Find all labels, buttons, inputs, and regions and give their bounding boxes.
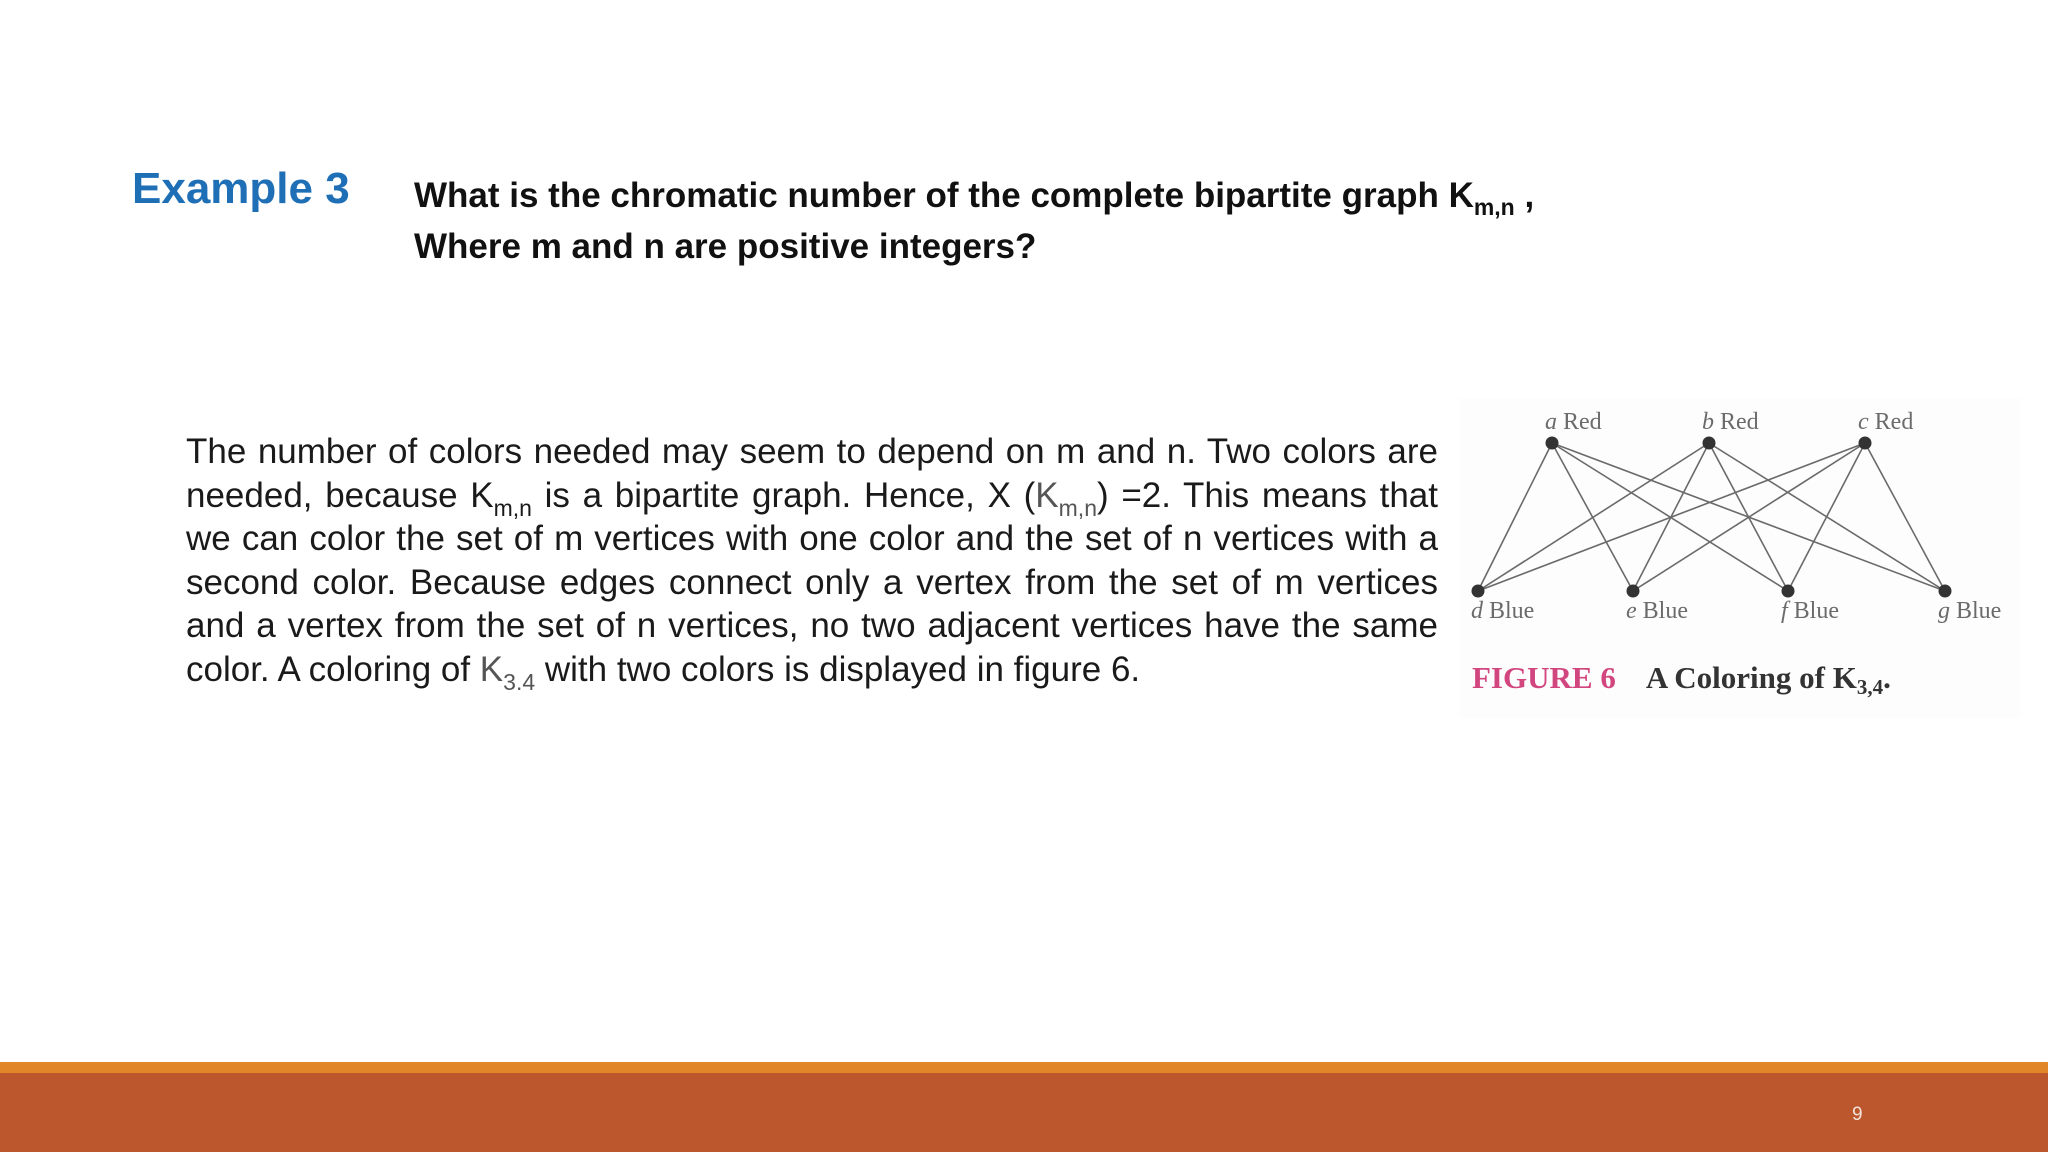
vertex-b	[1703, 437, 1716, 450]
footer-bar	[0, 1073, 2048, 1152]
vertex-label-b: b Red	[1702, 409, 1759, 435]
edge-c-d	[1478, 443, 1865, 591]
edge-c-g	[1865, 443, 1945, 591]
vertex-label-g: g Blue	[1938, 598, 2002, 624]
edge-c-e	[1633, 443, 1865, 591]
question-line-2: Where m and n are positive integers?	[414, 227, 1037, 266]
vertex-label-d: d Blue	[1471, 598, 1535, 624]
vertex-label-f: f Blue	[1781, 598, 1839, 624]
vertex-d	[1472, 585, 1485, 598]
body-paragraph: The number of colors needed may seem to depend on m and n. Two colors are needed, because $K_{m,n}$ is a bipartite graph. Hence, X $(K_{m,n}) =2$. This means that we can color the set of m vertices with one color and the set of n vertices with a second color. Because edges connect only a vertex from the set of m vertices and a vertex from the set of n vertices, no two adjacent vertices have the same color. A coloring of $K_{3.4}$ with two colors is displayed in figure 6.	[186, 432, 1439, 695]
vertex-label-c: c Red	[1858, 409, 1914, 435]
question-line-1: What is the chromatic number of the complete bipartite graph $K_{m,n}$ ,	[414, 176, 1535, 220]
example-label: Example 3	[132, 164, 350, 213]
caption-number: FIGURE 6	[1472, 660, 1616, 695]
edge-a-d	[1478, 443, 1552, 591]
page-number: 9	[1852, 1104, 1863, 1125]
edge-c-f	[1788, 443, 1865, 591]
figure-caption	[1472, 660, 1891, 699]
vertex-g	[1939, 585, 1952, 598]
footer-stripe	[0, 1062, 2048, 1073]
vertex-c	[1859, 437, 1872, 450]
caption-title: A Coloring of $K_{3,4}$.	[1645, 660, 1891, 699]
vertex-f	[1782, 585, 1795, 598]
vertex-label-e: e Blue	[1626, 598, 1688, 624]
vertex-a	[1546, 437, 1559, 450]
vertex-label-a: a Red	[1545, 409, 1602, 435]
vertex-e	[1627, 585, 1640, 598]
edge-b-d	[1478, 443, 1709, 591]
bipartite-graph	[1460, 398, 2020, 648]
question-text	[414, 170, 1534, 272]
figure-k34-coloring	[1460, 398, 2020, 718]
